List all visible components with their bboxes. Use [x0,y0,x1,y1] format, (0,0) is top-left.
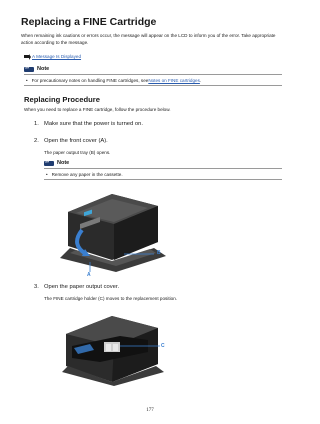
step-text: Open the paper output cover. [44,284,120,290]
step-text: Open the front cover (A). [44,138,108,144]
step-number: 2. [34,138,39,144]
page-title: Replacing a FINE Cartridge [21,16,157,28]
note-heading-2 [44,160,69,166]
cartridge-holder-illustration [60,306,170,386]
procedure-heading: Replacing Procedure [24,95,100,104]
step-1 [34,121,143,127]
step-2-detail: The paper output tray (B) opens. [44,150,111,155]
bullet-icon: • [26,77,28,83]
note-box-1 [24,74,282,86]
note1-text-after: . [199,77,202,83]
bullet-icon: • [46,171,48,177]
intro-text: When remaining ink cautions or errors occur, the message will appear on the LCD to inform you of the error. Take appropriate action according to the message. [21,33,276,46]
note-label: Note [37,66,50,72]
step-number: 1. [34,121,39,127]
message-link[interactable]: A Message Is Displayed [32,54,82,59]
printer-front-cover-illustration [54,186,174,274]
note-box-2 [44,168,282,180]
step-3-detail: The FINE cartridge holder (C) moves to the replacement position. [44,296,178,301]
note2-text: Remove any paper in the cassette. [51,171,123,177]
note-label: Note [57,160,70,166]
callout-b: B [157,250,161,256]
page-number: 177 [146,408,154,413]
step-3 [34,284,119,290]
step-text: Make sure that the power is turned on. [44,121,143,127]
cartridge-slot-right [113,344,118,351]
step-2 [34,138,108,144]
note-heading-1 [24,66,49,72]
note-icon [44,161,54,166]
note-icon [24,67,34,72]
note1-text-before: For precautionary notes on handling FINE cartridges, see [31,77,149,83]
procedure-intro: When you need to replace a FINE cartridge, follow the procedure below. [24,107,171,112]
cartridge-slot-left [106,344,111,351]
callout-a: A [87,272,91,278]
arrow-right-icon [24,55,29,58]
callout-c: C [161,343,165,349]
step-number: 3. [34,284,39,290]
fine-cartridge-notes-link[interactable]: Notes on FINE cartridges [148,77,200,83]
message-link-row [24,54,81,59]
